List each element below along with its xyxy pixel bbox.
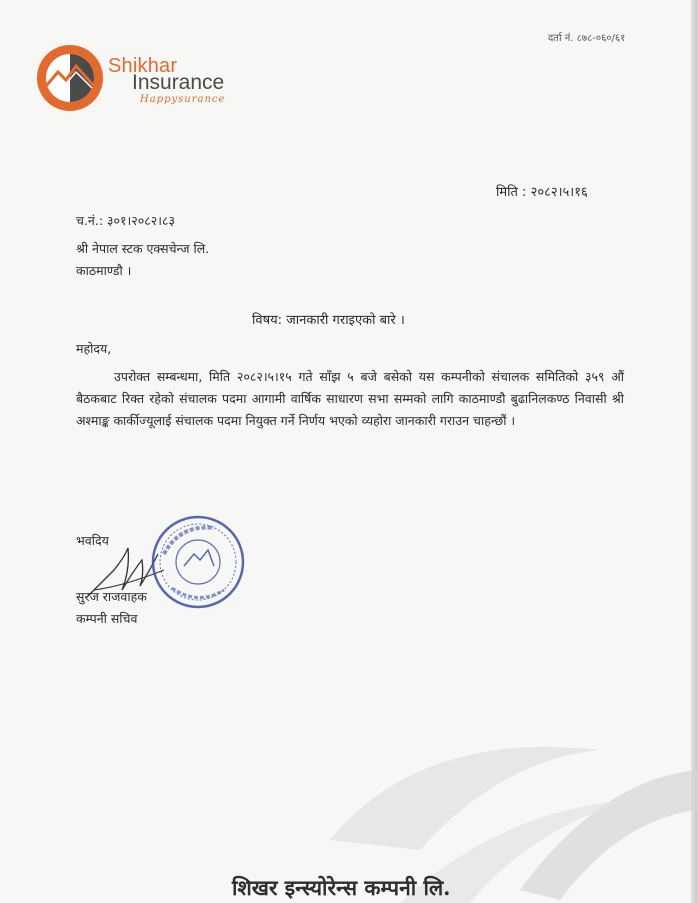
recipient-name: श्री नेपाल स्टक एक्सचेन्ज लि.: [76, 241, 210, 256]
letter-body: [76, 366, 624, 432]
letter-subject: विषय: जानकारी गराइएको बारे ।: [252, 313, 405, 328]
watermark-swoosh-icon: [300, 690, 697, 903]
salutation: महोदय,: [76, 341, 112, 356]
logo-tagline: Happysurance: [140, 94, 226, 105]
closing: भवदिय: [76, 533, 109, 548]
signatory-title: कम्पनी सचिव: [76, 611, 138, 626]
company-seal-icon: [150, 514, 246, 610]
registration-number: दर्ता नं. ८७८-०६०/६१: [548, 33, 626, 44]
letter-date: मिति : २०८२।५।१६: [496, 185, 588, 200]
recipient-city: काठमाण्डौ ।: [76, 263, 132, 278]
logo-name-part1: Shikhar: [108, 55, 178, 77]
signatory-name: सुरज राजवाहक: [76, 589, 147, 604]
body-text: उपरोक्त सम्बन्धमा, मिति २०८२।५।१५ गते साँझ ५ बजे बसेको यस कम्पनीको संचालक समितिको ३५९ औं बैठकबाट रिक्त रहेको संचालक पदमा आगामी वार्षिक साधारण सभा सम्मको लागि काठमाण्डौ बुढानिलकण्ठ निवासी श्री अश्माङ्क कार्कीज्यूलाई संचालक पदमा नियुक्त गर्ने निर्णय भएको व्यहोरा जानकारी गराउन चाहन्छौं ।: [76, 369, 624, 428]
logo-name-part2: Insurance: [132, 71, 225, 94]
footer-company-name: शिखर इन्स्योरेन्स कम्पनी लि.: [232, 875, 451, 900]
reference-number: च.नं.: ३०१।२०८२।८३: [76, 213, 175, 228]
